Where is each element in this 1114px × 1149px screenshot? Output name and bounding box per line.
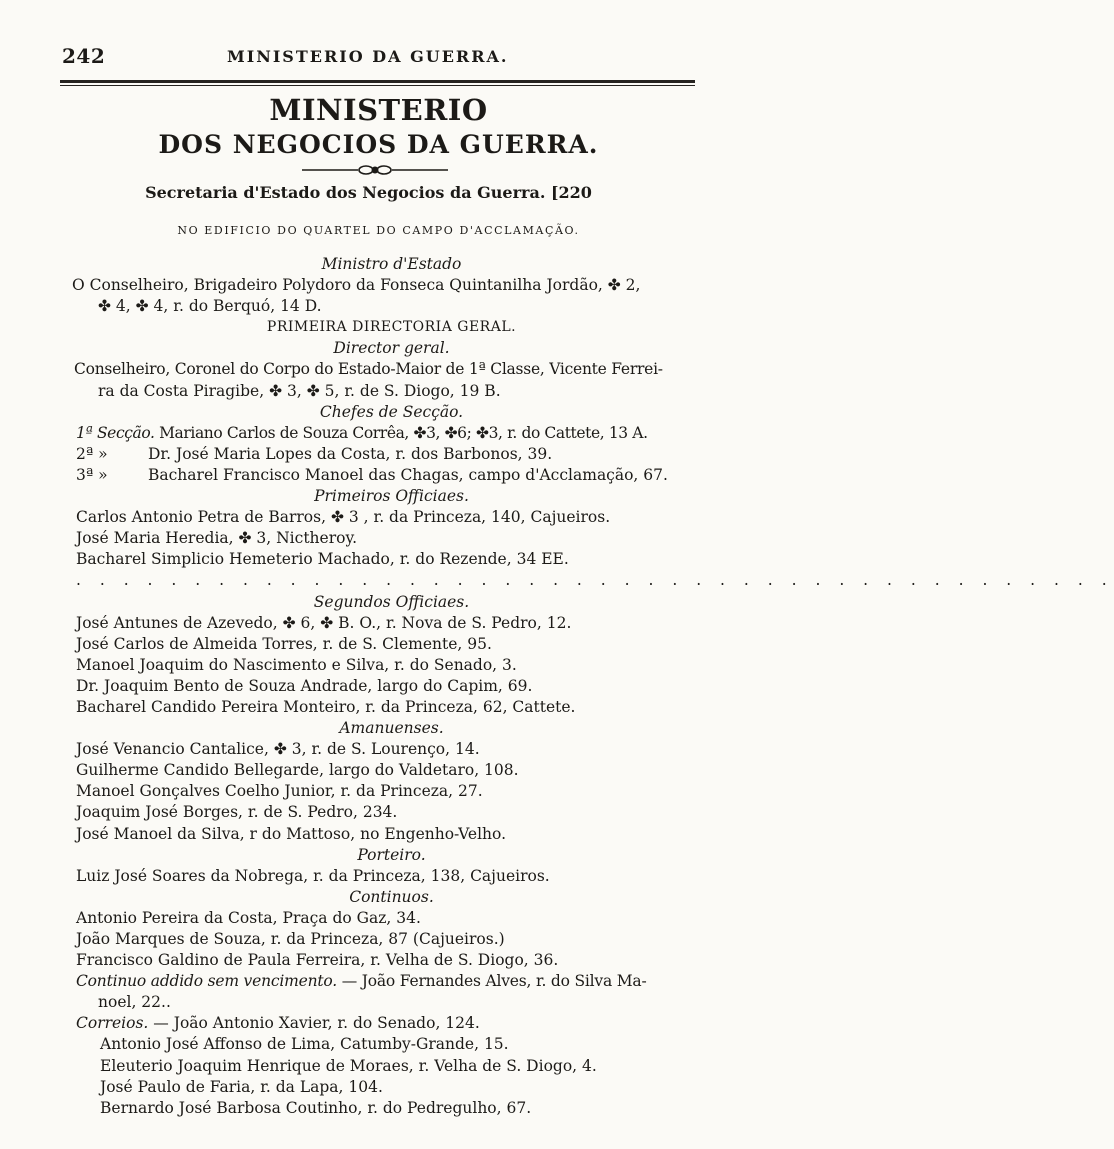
entry-text: Mariano Carlos de Souza Corrêa, ✤3, ✤6; ✤3, r. do Cattete, 13 A. bbox=[159, 423, 648, 442]
section-heading: Ministro d'Estado bbox=[321, 255, 462, 273]
header-rule bbox=[60, 80, 695, 83]
entry-line: Bacharel Simplicio Hemeterio Machado, r. do Rezende, 34 EE. bbox=[76, 550, 569, 569]
secretaria-heading: Secretaria d'Estado dos Negocios da Guerra. [220 bbox=[145, 183, 592, 202]
ornament-divider bbox=[300, 164, 450, 176]
entry-text: Dr. José Maria Lopes da Costa, r. dos Barbonos, 39. bbox=[148, 444, 553, 463]
entry-prefix: Continuo addido sem vencimento. bbox=[76, 972, 337, 991]
entry-line: Bernardo José Barbosa Coutinho, r. do Pedregulho, 67. bbox=[100, 1098, 532, 1117]
entry-line: ✤ 4, ✤ 4, r. do Berquó, 14 D. bbox=[98, 297, 322, 316]
dotted-separator: . . . . . . . . . . . . . . . . . . . . . . . . . . . . . . . . . . . . . . . . . . . . bbox=[76, 571, 1114, 590]
entry-line: ra da Costa Piragibe, ✤ 3, ✤ 5, r. de S. Diogo, 19 B. bbox=[98, 381, 501, 400]
entry-line: José Manoel da Silva, r do Mattoso, no Engenho-Velho. bbox=[76, 824, 507, 843]
entry-line: Carlos Antonio Petra de Barros, ✤ 3 , r. da Princeza, 140, Cajueiros. bbox=[76, 508, 611, 527]
entry-line bbox=[76, 1013, 707, 1034]
entry-line: Antonio José Affonso de Lima, Catumby-Grande, 15. bbox=[100, 1035, 509, 1054]
page-title: MINISTERIO bbox=[269, 93, 488, 127]
entry-line: João Marques de Souza, r. da Princeza, 87 (Cajueiros.) bbox=[76, 930, 505, 948]
entry-text: — João Antonio Xavier, r. do Senado, 124. bbox=[153, 1014, 480, 1033]
entry-text: — João Fernandes Alves, r. do Silva Ma- bbox=[341, 972, 647, 991]
entry-line bbox=[76, 971, 707, 992]
section-heading: Chefes de Secção. bbox=[319, 402, 464, 421]
entry-line: José Antunes de Azevedo, ✤ 6, ✤ B. O., r. Nova de S. Pedro, 12. bbox=[76, 613, 572, 632]
entry-line: Guilherme Candido Bellegarde, largo do Valdetaro, 108. bbox=[76, 761, 519, 780]
entry-prefix: 3ª » bbox=[76, 465, 108, 484]
entry-line: Joaquim José Borges, r. de S. Pedro, 234. bbox=[76, 803, 398, 822]
header-rule-thin bbox=[60, 85, 695, 86]
section-heading: Porteiro. bbox=[357, 845, 426, 864]
entry-line: José Carlos de Almeida Torres, r. de S. Clemente, 95. bbox=[76, 634, 492, 653]
entry-line: José Maria Heredia, ✤ 3, Nictheroy. bbox=[76, 529, 358, 548]
entry-line: noel, 22.. bbox=[98, 993, 171, 1012]
location-line: NO EDIFICIO DO QUARTEL DO CAMPO D'ACCLAMAÇÃO. bbox=[177, 224, 580, 237]
section-heading: Segundos Officiaes. bbox=[313, 592, 470, 611]
directory-body bbox=[72, 254, 1114, 1119]
entry-line: Conselheiro, Coronel do Corpo do Estado-Maior de 1ª Classe, Vicente Ferrei- bbox=[74, 360, 663, 379]
entry-line: Eleuterio Joaquim Henrique de Moraes, r. Velha de S. Diogo, 4. bbox=[100, 1056, 597, 1075]
entry-line: José Venancio Cantalice, ✤ 3, r. de S. Lourenço, 14. bbox=[76, 740, 480, 759]
entry-line: Antonio Pereira da Costa, Praça do Gaz, 34. bbox=[76, 908, 421, 927]
entry-line: Francisco Galdino de Paula Ferreira, r. Velha de S. Diogo, 36. bbox=[76, 951, 559, 970]
entry-line: José Paulo de Faria, r. da Lapa, 104. bbox=[100, 1077, 383, 1096]
running-title: MINISTERIO DA GUERRA. bbox=[227, 47, 509, 66]
entry-line: Manoel Joaquim do Nascimento e Silva, r. do Senado, 3. bbox=[76, 655, 517, 674]
entry-prefix: 1ª Secção. bbox=[76, 423, 155, 442]
entry-text: Bacharel Francisco Manoel das Chagas, campo d'Acclamação, 67. bbox=[148, 465, 668, 484]
entry-line bbox=[76, 444, 707, 465]
entry-line: Luiz José Soares da Nobrega, r. da Princeza, 138, Cajueiros. bbox=[76, 866, 550, 885]
section-heading: PRIMEIRA DIRECTORIA GERAL. bbox=[266, 319, 517, 336]
page-number: 242 bbox=[62, 44, 106, 68]
entry-prefix: Correios. bbox=[76, 1014, 149, 1033]
page-subtitle: DOS NEGOCIOS DA GUERRA. bbox=[158, 130, 599, 159]
entry-prefix: 2ª » bbox=[76, 444, 108, 463]
entry-line bbox=[76, 465, 707, 486]
entry-line: O Conselheiro, Brigadeiro Polydoro da Fonseca Quintanilha Jordão, ✤ 2, bbox=[72, 276, 641, 295]
section-heading: Director geral. bbox=[333, 339, 450, 358]
entry-line: Bacharel Candido Pereira Monteiro, r. da Princeza, 62, Cattete. bbox=[76, 697, 576, 716]
section-heading: Amanuenses. bbox=[339, 719, 444, 738]
section-heading: Continuos. bbox=[349, 887, 434, 906]
entry-line bbox=[76, 423, 707, 444]
entry-line: Manoel Gonçalves Coelho Junior, r. da Princeza, 27. bbox=[76, 782, 483, 801]
section-heading: Primeiros Officiaes. bbox=[314, 487, 469, 506]
running-header bbox=[62, 44, 697, 70]
entry-line: Dr. Joaquim Bento de Souza Andrade, largo do Capim, 69. bbox=[76, 676, 533, 695]
